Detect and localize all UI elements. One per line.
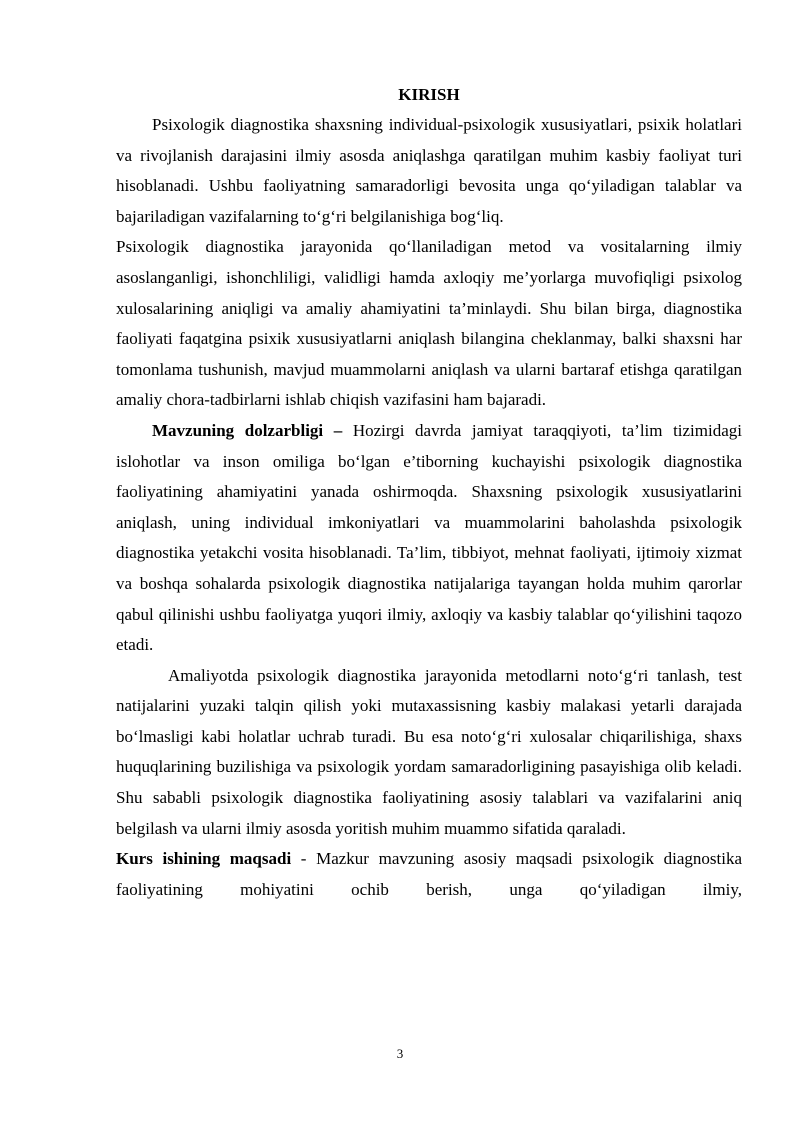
paragraph-text: Psixologik diagnostika shaxsning individual-psixologik xususiyatlari, psixik holatlari va rivojlanish darajasini ilmiy asosda aniqlashga qaratilgan muhim kasbiy faoliyat turi hisoblanadi. Ushbu faoliyatning samaradorligi bevosita unga qo‘yiladigan talablar va bajariladigan vazifalarning to‘g‘ri belgilanishiga bog‘liq. [116, 115, 742, 226]
paragraph-text: Psixologik diagnostika jarayonida qo‘llaniladigan metod va vositalarning ilmiy asoslanganligi, ishonchliligi, validligi hamda axloqiy me’yorlarga muvofiqligi psixolog xulosalarining aniqligi va amaliy ahamiyatini ta’minlaydi. Shu bilan birga, diagnostika faoliyati faqatgina psixik xususiyatlarni aniqlash bilangina cheklanmay, balki shaxsni har tomonlama tushunish, mavjud muammolarni aniqlash va ularni bartaraf etishga qaratilgan amaliy chora-tadbirlarni ishlab chiqish vazifasini ham bajaradi. [116, 237, 742, 410]
page-body [116, 84, 742, 905]
paragraph-lead: Mavzuning dolzarbligi – [152, 420, 343, 440]
paragraph-relevance [116, 416, 742, 661]
paragraph-methods [116, 232, 742, 416]
section-title: KIRISH [398, 85, 460, 104]
page-number: 3 [396, 1046, 404, 1061]
paragraph-intro [116, 110, 742, 232]
paragraph-practice [116, 661, 742, 845]
paragraph-goal [116, 844, 742, 905]
paragraph-text: Hozirgi davrda jamiyat taraqqiyoti, ta’lim tizimidagi islohotlar va inson omiliga bo‘lgan e’tiborning kuchayishi psixologik diagnostika faoliyatining ahamiyatini yanada oshirmoqda. Shaxsning psixologik xususiyatlarini aniqlash, uning individual imkoniyatlari va muammolarini baholashda psixologik diagnostika yetakchi vosita hisoblanadi. Ta’lim, tibbiyot, mehnat faoliyati, ijtimoiy xizmat va boshqa sohalarda psixologik diagnostika natijalariga tayangan holda muhim qarorlar qabul qilinishi ushbu faoliyatga yuqori ilmiy, axloqiy va kasbiy talablar qo‘yilishini taqozo etadi. [116, 420, 742, 655]
paragraph-lead: Kurs ishining maqsadi [116, 849, 292, 869]
paragraph-text: - Mazkur mavzuning asosiy maqsadi psixologik diagnostika faoliyatining mohiyatini ochib berish, unga qo‘yiladigan ilmiy, [116, 849, 742, 899]
paragraph-text: Amaliyotda psixologik diagnostika jarayonida metodlarni noto‘g‘ri tanlash, test natijalarini yuzaki talqin qilish yoki mutaxassisning kasbiy malakasi yetarli darajada bo‘lmasligi kabi holatlar uchrab turadi. Bu esa noto‘g‘ri xulosalar chiqarilishiga, shaxs huquqlarining buzilishiga va psixologik yordam samaradorligining pasayishiga olib keladi. Shu sababli psixologik diagnostika faoliyatining asosiy talablari va vazifalarini aniq belgilash va ularni ilmiy asosda yoritish muhim muammo sifatida qaraladi. [116, 665, 742, 838]
